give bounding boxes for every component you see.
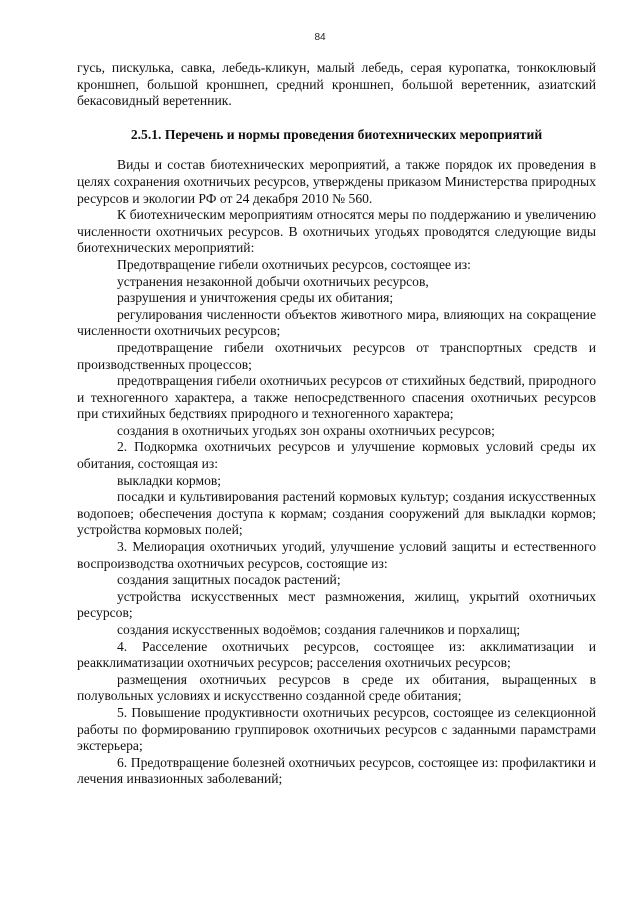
- list-item: Предотвращение гибели охотничьих ресурсов, состоящее из:: [117, 256, 471, 272]
- paragraph: К биотехническим мероприятиям относятся меры по поддержанию и увеличению численности охотничьих ресурсов. В охотничьих угодьях проводятся следующие виды биотехнических мероприятий:: [77, 207, 596, 256]
- list-item: предотвращения гибели охотничьих ресурсов от стихийных бедствий, природного и техногенного характера, а также непосредственного спасения охотничьих ресурсов при стихийных бедствиях природного и техногенного характера;: [77, 373, 596, 422]
- paragraph: Виды и состав биотехнических мероприятий, а также порядок их проведения в целях сохранения охотничьих ресурсов, утверждены приказом Министерства природных ресурсов и экологии РФ от 24 декабря 2010 № 560.: [77, 157, 596, 206]
- list-item: посадки и культивирования растений кормовых культур; создания искусственных водопоев; обеспечения доступа к кормам; создания сооружений для выкладки кормов; устройства кормовых полей;: [77, 489, 596, 538]
- intro-paragraph: гусь, пискулька, савка, лебедь-кликун, малый лебедь, серая куропатка, тонкоклювый кроншнеп, большой кроншнеп, средний кроншнеп, большой веретенник, азиатский бекасовидный веретенник.: [77, 60, 596, 109]
- page-content: [77, 60, 596, 788]
- list-item: устройства искусственных мест размножения, жилищ, укрытий охотничьих ресурсов;: [77, 588, 596, 621]
- list-item: 3. Мелиорация охотничьих угодий, улучшение условий защиты и естественного воспроизводства охотничьих ресурсов, состоящие из:: [77, 539, 596, 571]
- list-item: выкладки кормов;: [117, 472, 222, 488]
- list-item: создания в охотничьих угодьях зон охраны охотничьих ресурсов;: [117, 422, 495, 438]
- section-heading: 2.5.1. Перечень и нормы проведения биотехнических мероприятий: [130, 126, 543, 142]
- list-item: устранения незаконной добычи охотничьих ресурсов,: [117, 273, 429, 289]
- list-item: предотвращение гибели охотничьих ресурсов от транспортных средств и производственных процессов;: [77, 339, 596, 372]
- list-item: создания искусственных водоёмов; создания галечников и порхалищ;: [117, 622, 521, 637]
- list-item: 2. Подкормка охотничьих ресурсов и улучшение кормовых условий среды их обитания, состоящая из:: [77, 439, 596, 472]
- list-item: создания защитных посадок растений;: [117, 572, 341, 588]
- list-item: 5. Повышение продуктивности охотничьих ресурсов, состоящее из селекционной работы по формированию группировок охотничьих ресурсов с заданными парамстрами экстерьера;: [77, 704, 596, 754]
- list-item: размещения охотничьих ресурсов в среде их обитания, выращенных в полувольных условиях и искусственно созданной среде обитания;: [77, 671, 596, 704]
- list-item: 6. Предотвращение болезней охотничьих ресурсов, состоящее из: профилактики и лечения инвазионных заболеваний;: [77, 754, 596, 787]
- page-number: 84: [314, 32, 326, 43]
- list-item: разрушения и уничтожения среды их обитания;: [117, 290, 394, 306]
- list-item: 4. Расселение охотничьих ресурсов, состоящее из: акклиматизации и реакклиматизации охотничьих ресурсов; расселения охотничьих ресурсов;: [77, 638, 596, 671]
- list-item: регулирования численности объектов животного мира, влияющих на сокращение численности охотничьих ресурсов;: [77, 306, 596, 339]
